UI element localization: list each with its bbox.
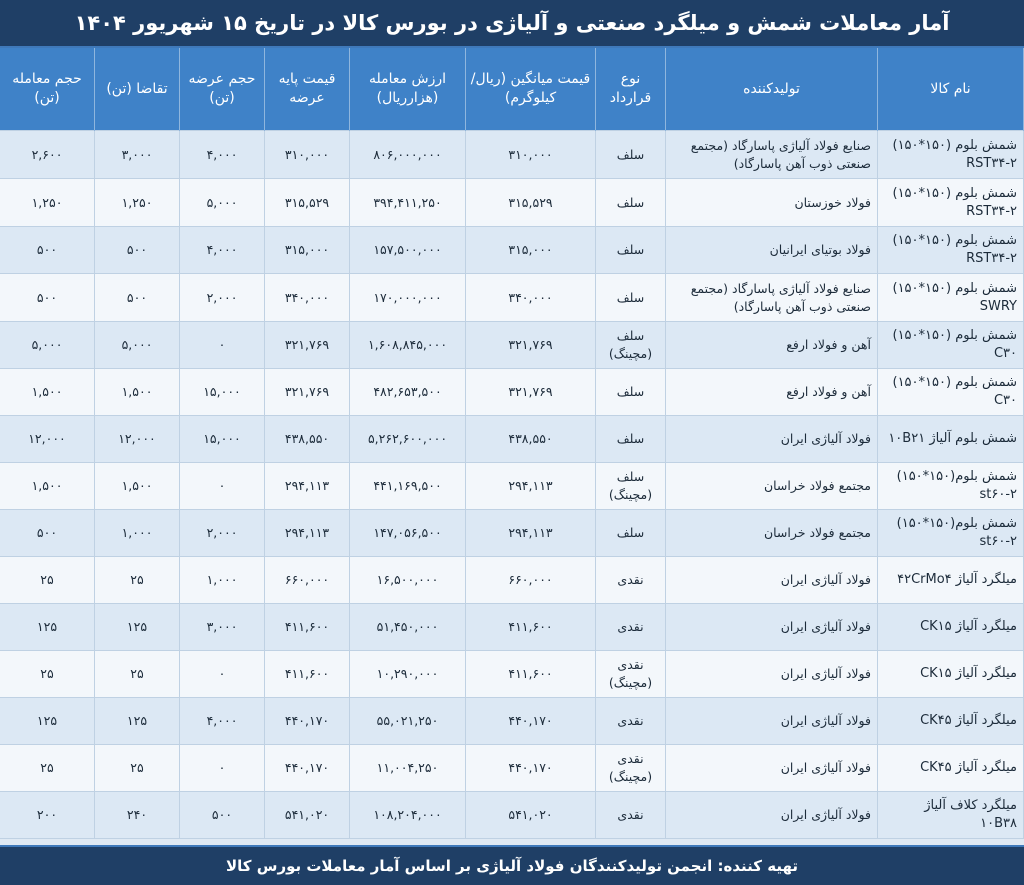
cell-avg-price: ۳۲۱,۷۶۹	[466, 369, 596, 416]
cell-supply: ۵,۰۰۰	[180, 179, 265, 227]
cell-value: ۸۰۶,۰۰۰,۰۰۰	[350, 131, 466, 179]
cell-base-price: ۳۲۱,۷۶۹	[265, 322, 350, 369]
cell-producer: آهن و فولاد ارفع	[666, 322, 878, 369]
cell-volume: ۲,۶۰۰	[0, 131, 95, 179]
cell-supply: ۵۰۰	[180, 792, 265, 839]
col-header-contract: نوع قرارداد	[596, 48, 666, 131]
col-header-base-price: قیمت پایه عرضه	[265, 48, 350, 131]
cell-volume: ۱,۵۰۰	[0, 463, 95, 510]
cell-demand: ۵,۰۰۰	[95, 322, 180, 369]
cell-supply: ۳,۰۰۰	[180, 604, 265, 651]
cell-name: شمش بلوم (۱۵۰*۱۵۰) SWRY	[878, 274, 1024, 322]
cell-volume: ۵۰۰	[0, 227, 95, 274]
cell-value: ۵۱,۴۵۰,۰۰۰	[350, 604, 466, 651]
cell-producer: فولاد آلیاژی ایران	[666, 698, 878, 745]
cell-base-price: ۲۹۴,۱۱۳	[265, 510, 350, 557]
cell-demand: ۳,۰۰۰	[95, 131, 180, 179]
col-header-producer: تولیدکننده	[666, 48, 878, 131]
cell-avg-price: ۲۹۴,۱۱۳	[466, 510, 596, 557]
cell-demand: ۱۲۵	[95, 604, 180, 651]
col-header-avg-price: قیمت میانگین (ریال/ کیلوگرم)	[466, 48, 596, 131]
table-row	[0, 698, 1024, 745]
cell-base-price: ۴۴۰,۱۷۰	[265, 698, 350, 745]
table-row	[0, 651, 1024, 698]
cell-value: ۴۴۱,۱۶۹,۵۰۰	[350, 463, 466, 510]
cell-producer: فولاد آلیاژی ایران	[666, 745, 878, 792]
cell-avg-price: ۵۴۱,۰۲۰	[466, 792, 596, 839]
cell-value: ۳۹۴,۴۱۱,۲۵۰	[350, 179, 466, 227]
cell-base-price: ۵۴۱,۰۲۰	[265, 792, 350, 839]
table-row	[0, 131, 1024, 179]
cell-value: ۱۰۸,۲۰۴,۰۰۰	[350, 792, 466, 839]
col-header-demand: تقاضا (تن)	[95, 48, 180, 131]
cell-avg-price: ۳۱۰,۰۰۰	[466, 131, 596, 179]
cell-demand: ۲۴۰	[95, 792, 180, 839]
cell-avg-price: ۳۴۰,۰۰۰	[466, 274, 596, 322]
cell-supply: ۰	[180, 322, 265, 369]
table-row	[0, 557, 1024, 604]
table-row	[0, 463, 1024, 510]
cell-volume: ۲۰۰	[0, 792, 95, 839]
cell-name: شمش بلوم (۱۵۰*۱۵۰) C۳۰	[878, 322, 1024, 369]
cell-avg-price: ۴۳۸,۵۵۰	[466, 416, 596, 463]
cell-contract: سلف	[596, 274, 666, 322]
table-row	[0, 416, 1024, 463]
cell-contract: سلف	[596, 227, 666, 274]
cell-name: میلگرد آلیاژ CK۱۵	[878, 651, 1024, 698]
cell-demand: ۵۰۰	[95, 227, 180, 274]
cell-name: میلگرد آلیاژ CK۱۵	[878, 604, 1024, 651]
cell-contract: نقدی (مچینگ)	[596, 651, 666, 698]
cell-avg-price: ۴۴۰,۱۷۰	[466, 698, 596, 745]
cell-volume: ۵۰۰	[0, 510, 95, 557]
cell-supply: ۴,۰۰۰	[180, 227, 265, 274]
cell-demand: ۲۵	[95, 745, 180, 792]
cell-supply: ۱۵,۰۰۰	[180, 369, 265, 416]
cell-name: میلگرد آلیاژ CK۴۵	[878, 698, 1024, 745]
cell-demand: ۲۵	[95, 557, 180, 604]
cell-base-price: ۶۶۰,۰۰۰	[265, 557, 350, 604]
cell-producer: مجتمع فولاد خراسان	[666, 510, 878, 557]
cell-base-price: ۲۹۴,۱۱۳	[265, 463, 350, 510]
table-row	[0, 792, 1024, 839]
cell-contract: سلف	[596, 416, 666, 463]
page-title: آمار معاملات شمش و میلگرد صنعتی و آلیاژی در بورس کالا در تاریخ ۱۵ شهریور ۱۴۰۴	[0, 0, 1024, 48]
cell-name: شمش بلوم (۱۵۰*۱۵۰) RST۳۴-۲	[878, 179, 1024, 227]
cell-demand: ۱,۵۰۰	[95, 463, 180, 510]
cell-producer: فولاد خوزستان	[666, 179, 878, 227]
cell-contract: نقدی	[596, 698, 666, 745]
col-header-volume: حجم معامله (تن)	[0, 48, 95, 131]
col-header-name: نام کالا	[878, 48, 1024, 131]
col-header-value: ارزش معامله (هزارریال)	[350, 48, 466, 131]
cell-value: ۱۷۰,۰۰۰,۰۰۰	[350, 274, 466, 322]
source-footer: تهیه کننده: انجمن تولیدکنندگان فولاد آلیاژی بر اساس آمار معاملات بورس کالا	[0, 845, 1024, 885]
cell-avg-price: ۴۱۱,۶۰۰	[466, 604, 596, 651]
table-row	[0, 227, 1024, 274]
cell-value: ۱۶,۵۰۰,۰۰۰	[350, 557, 466, 604]
col-header-supply: حجم عرضه (تن)	[180, 48, 265, 131]
cell-contract: نقدی	[596, 792, 666, 839]
cell-producer: صنایع فولاد آلیاژی پاسارگاد (مجتمع صنعتی ذوب آهن پاسارگاد)	[666, 274, 878, 322]
cell-supply: ۲,۰۰۰	[180, 274, 265, 322]
cell-demand: ۲۵	[95, 651, 180, 698]
cell-contract: سلف	[596, 369, 666, 416]
cell-volume: ۱۲,۰۰۰	[0, 416, 95, 463]
cell-base-price: ۴۴۰,۱۷۰	[265, 745, 350, 792]
cell-name: شمش بلوم(۱۵۰*۱۵۰) st۶۰-۲	[878, 463, 1024, 510]
cell-volume: ۵,۰۰۰	[0, 322, 95, 369]
cell-demand: ۱,۲۵۰	[95, 179, 180, 227]
header-row	[0, 48, 1024, 131]
cell-base-price: ۴۱۱,۶۰۰	[265, 651, 350, 698]
cell-demand: ۱۲۵	[95, 698, 180, 745]
cell-value: ۵۵,۰۲۱,۲۵۰	[350, 698, 466, 745]
cell-base-price: ۴۱۱,۶۰۰	[265, 604, 350, 651]
cell-base-price: ۴۳۸,۵۵۰	[265, 416, 350, 463]
cell-name: میلگرد کلاف آلیاژ ۱۰B۳۸	[878, 792, 1024, 839]
cell-avg-price: ۴۴۰,۱۷۰	[466, 745, 596, 792]
cell-producer: فولاد آلیاژی ایران	[666, 604, 878, 651]
cell-name: شمش بلوم (۱۵۰*۱۵۰) RST۳۴-۲	[878, 227, 1024, 274]
cell-volume: ۲۵	[0, 651, 95, 698]
cell-contract: نقدی	[596, 604, 666, 651]
cell-producer: فولاد بوتیای ایرانیان	[666, 227, 878, 274]
cell-demand: ۱۲,۰۰۰	[95, 416, 180, 463]
cell-value: ۴۸۲,۶۵۳,۵۰۰	[350, 369, 466, 416]
cell-volume: ۱,۵۰۰	[0, 369, 95, 416]
cell-value: ۱,۶۰۸,۸۴۵,۰۰۰	[350, 322, 466, 369]
cell-supply: ۱۵,۰۰۰	[180, 416, 265, 463]
cell-volume: ۱,۲۵۰	[0, 179, 95, 227]
cell-supply: ۴,۰۰۰	[180, 131, 265, 179]
trades-table	[0, 48, 1024, 839]
cell-contract: سلف (مچینگ)	[596, 322, 666, 369]
cell-base-price: ۳۴۰,۰۰۰	[265, 274, 350, 322]
cell-avg-price: ۴۱۱,۶۰۰	[466, 651, 596, 698]
cell-avg-price: ۳۲۱,۷۶۹	[466, 322, 596, 369]
table-row	[0, 369, 1024, 416]
cell-producer: مجتمع فولاد خراسان	[666, 463, 878, 510]
cell-name: میلگرد آلیاژ ۴۲CrMo۴	[878, 557, 1024, 604]
cell-volume: ۵۰۰	[0, 274, 95, 322]
table-row	[0, 179, 1024, 227]
cell-base-price: ۳۱۵,۰۰۰	[265, 227, 350, 274]
cell-value: ۱۵۷,۵۰۰,۰۰۰	[350, 227, 466, 274]
cell-base-price: ۳۱۰,۰۰۰	[265, 131, 350, 179]
cell-volume: ۱۲۵	[0, 604, 95, 651]
cell-contract: نقدی	[596, 557, 666, 604]
cell-producer: آهن و فولاد ارفع	[666, 369, 878, 416]
cell-avg-price: ۲۹۴,۱۱۳	[466, 463, 596, 510]
cell-contract: سلف (مچینگ)	[596, 463, 666, 510]
cell-contract: سلف	[596, 131, 666, 179]
table-row	[0, 510, 1024, 557]
cell-name: شمش بلوم(۱۵۰*۱۵۰) st۶۰-۲	[878, 510, 1024, 557]
cell-demand: ۵۰۰	[95, 274, 180, 322]
cell-supply: ۰	[180, 463, 265, 510]
cell-contract: سلف	[596, 510, 666, 557]
cell-avg-price: ۳۱۵,۰۰۰	[466, 227, 596, 274]
cell-value: ۱۱,۰۰۴,۲۵۰	[350, 745, 466, 792]
cell-supply: ۱,۰۰۰	[180, 557, 265, 604]
cell-base-price: ۳۲۱,۷۶۹	[265, 369, 350, 416]
cell-value: ۱۰,۲۹۰,۰۰۰	[350, 651, 466, 698]
cell-supply: ۰	[180, 745, 265, 792]
cell-producer: فولاد آلیاژی ایران	[666, 416, 878, 463]
cell-producer: فولاد آلیاژی ایران	[666, 651, 878, 698]
cell-name: شمش بلوم (۱۵۰*۱۵۰) RST۳۴-۲	[878, 131, 1024, 179]
table-row	[0, 322, 1024, 369]
table-row	[0, 745, 1024, 792]
cell-volume: ۲۵	[0, 745, 95, 792]
table-row	[0, 604, 1024, 651]
cell-avg-price: ۶۶۰,۰۰۰	[466, 557, 596, 604]
cell-avg-price: ۳۱۵,۵۲۹	[466, 179, 596, 227]
cell-base-price: ۳۱۵,۵۲۹	[265, 179, 350, 227]
cell-supply: ۴,۰۰۰	[180, 698, 265, 745]
table-row	[0, 274, 1024, 322]
cell-supply: ۲,۰۰۰	[180, 510, 265, 557]
cell-supply: ۰	[180, 651, 265, 698]
cell-contract: سلف	[596, 179, 666, 227]
cell-producer: فولاد آلیاژی ایران	[666, 792, 878, 839]
cell-demand: ۱,۰۰۰	[95, 510, 180, 557]
cell-demand: ۱,۵۰۰	[95, 369, 180, 416]
cell-volume: ۲۵	[0, 557, 95, 604]
cell-name: شمش بلوم آلیاژ ۱۰B۲۱	[878, 416, 1024, 463]
cell-value: ۱۴۷,۰۵۶,۵۰۰	[350, 510, 466, 557]
cell-producer: صنایع فولاد آلیاژی پاسارگاد (مجتمع صنعتی ذوب آهن پاسارگاد)	[666, 131, 878, 179]
cell-producer: فولاد آلیاژی ایران	[666, 557, 878, 604]
cell-value: ۵,۲۶۲,۶۰۰,۰۰۰	[350, 416, 466, 463]
cell-volume: ۱۲۵	[0, 698, 95, 745]
cell-name: شمش بلوم (۱۵۰*۱۵۰) C۳۰	[878, 369, 1024, 416]
cell-name: میلگرد آلیاژ CK۴۵	[878, 745, 1024, 792]
cell-contract: نقدی (مچینگ)	[596, 745, 666, 792]
